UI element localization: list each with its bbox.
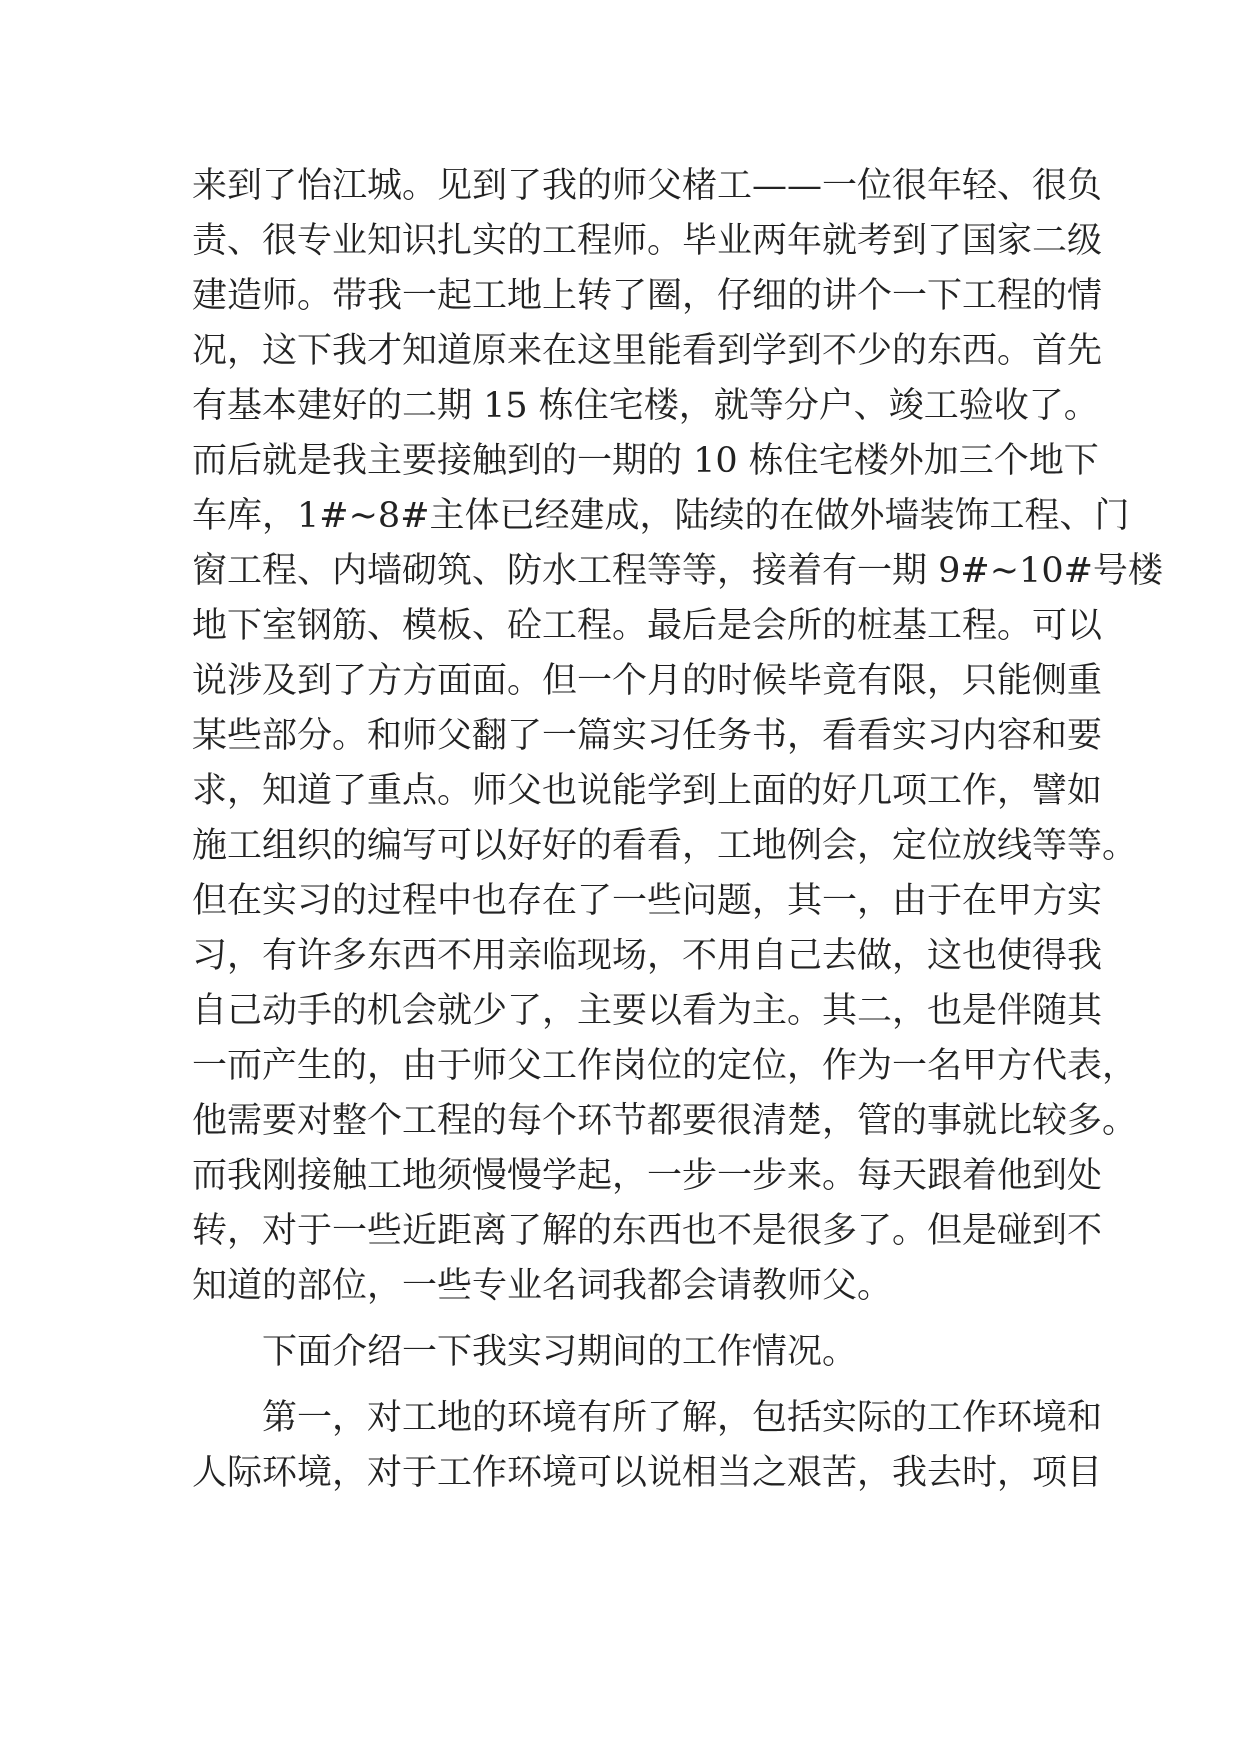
text-line: 下面介绍一下我实习期间的工作情况。 [262,1332,858,1372]
text-line: 自己动手的机会就少了，主要以看为主。其二，也是伴随其 [192,991,1103,1031]
text-line: 习，有许多东西不用亲临现场，不用自己去做，这也使得我 [192,936,1103,976]
text-line: 但在实习的过程中也存在了一些问题，其一，由于在甲方实 [192,881,1103,921]
text-line: 人际环境，对于工作环境可以说相当之艰苦，我去时，项目 [192,1453,1103,1493]
text-line: 车库，1#~8#主体已经建成，陆续的在做外墙装饰工程、门 [192,496,1130,536]
document-body [192,159,1163,1501]
text-line: 转，对于一些近距离了解的东西也不是很多了。但是碰到不 [192,1211,1103,1251]
text-line: 责、很专业知识扎实的工程师。毕业两年就考到了国家二级 [192,221,1103,261]
paragraph-gap [192,1314,1052,1325]
text-line: 某些部分。和师父翻了一篇实习任务书，看看实习内容和要 [192,716,1103,756]
text-line: 况，这下我才知道原来在这里能看到学到不少的东西。首先 [192,331,1103,371]
text-line: 第一，对工地的环境有所了解，包括实际的工作环境和 [262,1398,1103,1438]
text-line: 施工组织的编写可以好好的看看，工地例会，定位放线等等。 [192,826,1138,866]
text-line: 他需要对整个工程的每个环节都要很清楚，管的事就比较多。 [192,1101,1138,1141]
text-line: 而后就是我主要接触到的一期的 10 栋住宅楼外加三个地下 [192,441,1099,481]
text-line: 而我刚接触工地须慢慢学起，一步一步来。每天跟着他到处 [192,1156,1103,1196]
paragraph [192,159,1163,1314]
text-line: 窗工程、内墙砌筑、防水工程等等，接着有一期 9#~10#号楼 [192,551,1163,591]
text-line: 求，知道了重点。师父也说能学到上面的好几项工作，譬如 [192,771,1103,811]
text-line: 地下室钢筋、模板、砼工程。最后是会所的桩基工程。可以 [192,606,1103,646]
text-line: 来到了怡江城。见到了我的师父楮工——一位很年轻、很负 [192,166,1103,206]
text-line: 有基本建好的二期 15 栋住宅楼，就等分户、竣工验收了。 [192,386,1099,426]
paragraph [192,1391,1103,1501]
text-line: 说涉及到了方方面面。但一个月的时候毕竟有限，只能侧重 [192,661,1103,701]
text-line: 一而产生的，由于师父工作岗位的定位，作为一名甲方代表， [192,1046,1138,1086]
text-line: 建造师。带我一起工地上转了圈，仔细的讲个一下工程的情 [192,276,1103,316]
paragraph [192,1325,1052,1380]
paragraph-gap [192,1380,1052,1391]
text-line: 知道的部位，一些专业名词我都会请教师父。 [192,1266,893,1306]
